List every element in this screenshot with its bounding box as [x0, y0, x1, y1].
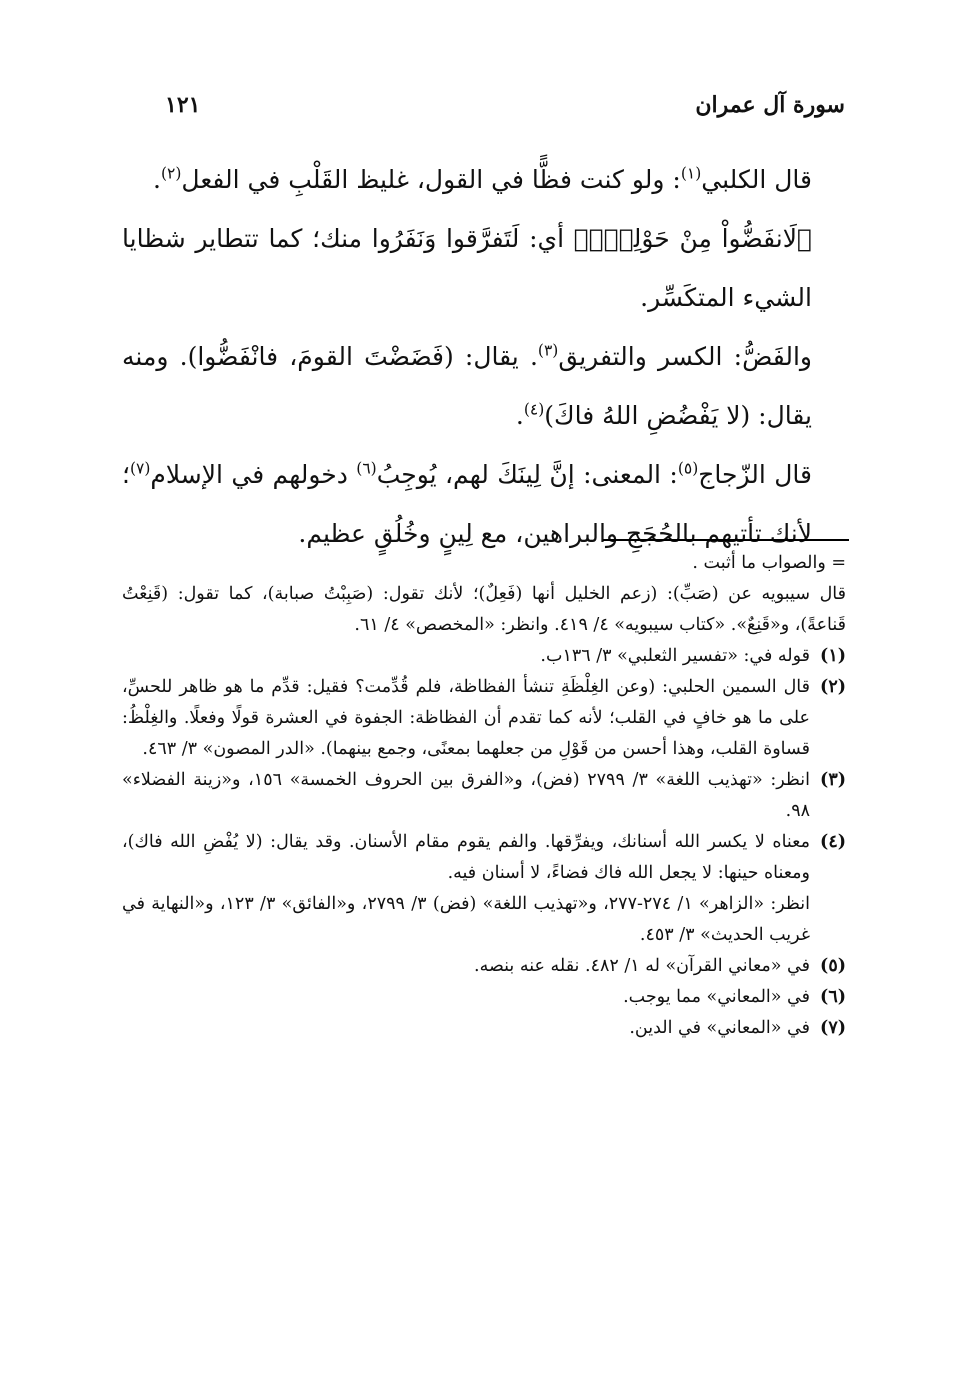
paragraph-1	[122, 150, 846, 209]
text-span: : المعنى: إنَّ لِينَكَ لهم، يُوجِبُ	[376, 460, 678, 489]
footnote-text: قال السمين الحلبي: (وعن الغِلْظَةِ تنشأ الفظاظة، فلم قُدِّمت؟ فقيل: قدِّم ما هو ظاهر للحسِّ، على ما هو خافٍ في القلب؛ لأنه كما تقدم أن الفظاظة: الجفوة في العشرة قولًا وفعلًا. والغِلْظُ: قساوة القلب، وهذا أحسن من قَوْلِ من جعلهما بمعنًى، وجمع بينهما). «الدر المصون» ٣/ ٤٦٣.	[122, 677, 810, 759]
footnote-number: (٦)	[820, 987, 846, 1007]
footnote-6	[122, 982, 846, 1013]
text-span: ؛ لأنك تأتيهم بالحُجَجِ والبراهين، مع لِينٍ وخُلُقٍ عظيم.	[122, 460, 812, 548]
footnote-ref-6: (٦)	[356, 459, 377, 478]
footnote-text: قوله في: «تفسير الثعلبي» ٣/ ١٣٦ب.	[540, 646, 810, 666]
footnote-ref-4: (٤)	[523, 400, 545, 419]
paragraph-2	[122, 209, 846, 327]
quran-verse: ﴿لَانفَضُّواْ مِنْ حَوْلِكَۖ﴾	[573, 224, 813, 253]
footnote-number: (٧)	[820, 1018, 846, 1038]
footnote-ref-2: (٢)	[160, 164, 182, 183]
surah-title: سورة آل عمران	[695, 92, 845, 118]
footnotes	[122, 548, 846, 1044]
text-span: قال الزّجاج	[698, 460, 812, 489]
footnote-divider	[603, 539, 849, 541]
footnote-text: معناه لا يكسر الله أسنانك، ويفرِّقها. والفم يقوم مقام الأسنان. وقد يقال: (لا يُفْضِ الله فاك)، ومعناه حينها: لا يجعل الله فاك فضاءً، لا أسنان فيه.	[122, 832, 810, 883]
text-span: أي: لَتَفرَّقوا وَنَفَرُوا منك؛ كما تتطاير شظايا الشيء المتكَسِّر.	[122, 224, 812, 312]
footnote-ref-3: (٣)	[537, 341, 559, 360]
page-number: ١٢١	[165, 92, 201, 118]
footnote-number: (٢)	[820, 677, 846, 697]
footnote-ref-5: (٥)	[677, 459, 699, 478]
text-span: دخولهم في الإسلام	[150, 460, 357, 489]
main-text	[122, 150, 846, 563]
footnote-5	[122, 951, 846, 982]
text-span: . يقال: (فَضَضْتَ القومَ، فانْفَضُّوا). ومنه يقال: (لا يَفْضُضِ اللهُ فاكَ)	[122, 342, 812, 430]
footnote-text: انظر: «الزاهر» ١/ ٢٧٤-٢٧٧، و«تهذيب اللغة» (فض) ٣/ ٢٧٩٩، و«الفائق» ٣/ ١٢٣، و«النهاية في غريب الحديث» ٣/ ٤٥٣.	[122, 894, 811, 945]
footnote-ref-1: (١)	[680, 164, 702, 183]
footnote-text: انظر: «تهذيب اللغة» ٣/ ٢٧٩٩ (فض)، و«الفرق بين الحروف الخمسة» ١٥٦، و«زينة الفضلاء» ٩٨.	[122, 770, 810, 821]
footnote-text: في «معاني القرآن» له ١/ ٤٨٢. نقله عنه بنصه.	[474, 956, 810, 976]
footnote-number: (٥)	[820, 956, 846, 976]
text-span: .	[153, 165, 161, 194]
footnote-text: في «المعاني» في الدين.	[629, 1018, 810, 1038]
footnote-3	[122, 765, 846, 827]
footnote-ref-7: (٧)	[129, 459, 151, 478]
footnote-1	[122, 641, 846, 672]
footnote-number: (٣)	[820, 770, 846, 790]
footnote-4	[122, 827, 846, 951]
footnote-number: (١)	[820, 646, 846, 666]
footnote-2	[122, 672, 846, 765]
footnote-text: في «المعاني» مما يوجب.	[623, 987, 810, 1007]
text-span: قال الكلبي	[701, 165, 812, 194]
continuation-line: = والصواب ما أثبت .	[692, 553, 846, 573]
text-span: : ولو كنت فظًّا في القول، غليظ القَلْبِ في الفعل	[181, 165, 681, 194]
text-span: والفَضُّ: الكسر والتفريق	[558, 342, 812, 371]
footnote-7	[122, 1013, 846, 1044]
paragraph-3	[122, 327, 846, 445]
continuation-line: قال سيبويه عن (صَبِّ): (زعم الخليل أنها (فَعِلٌ)؛ لأنك تقول: (صَبِبْتُ صبابة)، كما تقول: (قَنِعْتُ قَناعةً)، و«قَنِعٌ». «كتاب سيبويه» ٤/ ٤١٩. وانظر: «المخصص» ٤/ ٦١.	[122, 584, 846, 635]
paragraph-4	[122, 445, 846, 563]
page-header	[165, 92, 845, 132]
text-span: .	[515, 401, 524, 430]
footnote-continuation	[122, 548, 846, 641]
footnote-number: (٤)	[820, 832, 846, 852]
